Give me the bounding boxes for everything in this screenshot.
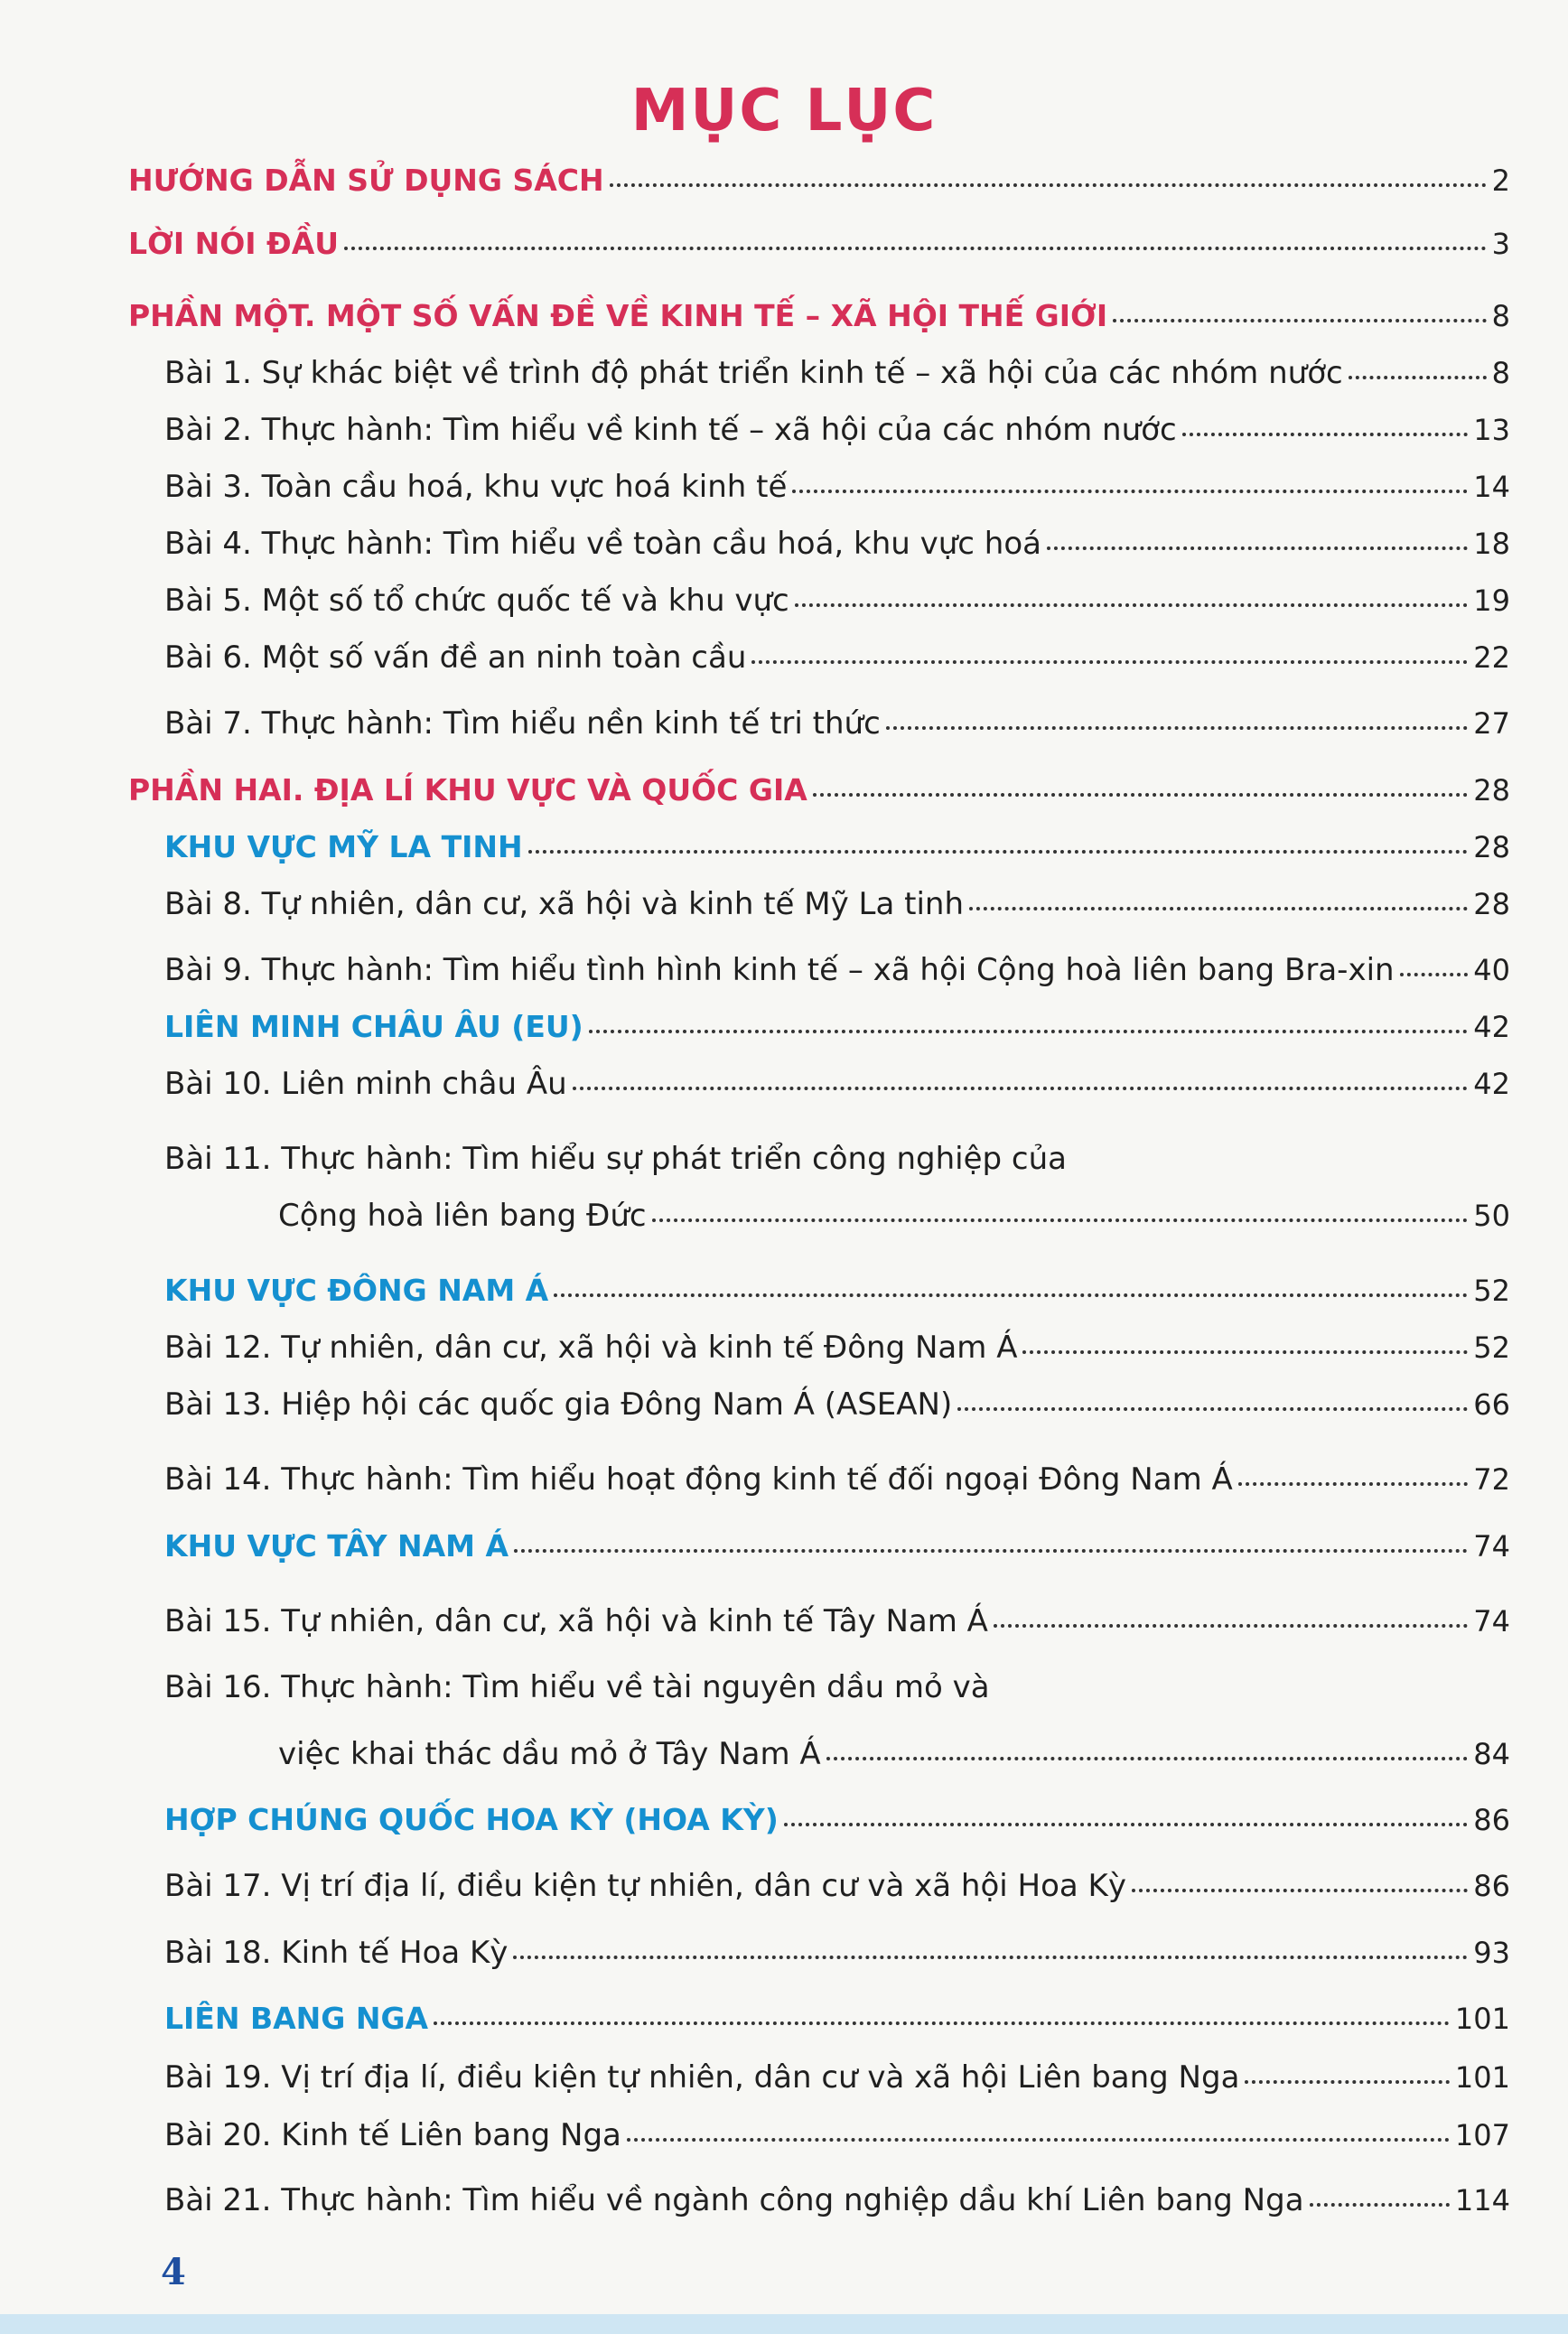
dot-leader bbox=[1047, 546, 1468, 550]
dot-leader bbox=[513, 1956, 1468, 1959]
toc-entry-page: 18 bbox=[1473, 527, 1510, 561]
toc-entry-label: KHU VỰC TÂY NAM Á bbox=[164, 1528, 509, 1564]
toc-entry-page: 8 bbox=[1491, 299, 1510, 333]
dot-leader bbox=[826, 1757, 1469, 1760]
page-number: 4 bbox=[161, 2251, 186, 2293]
toc-entry-label: Cộng hoà liên bang Đức bbox=[278, 1198, 647, 1234]
toc-entry-page: 74 bbox=[1473, 1604, 1510, 1638]
toc-entry bbox=[164, 697, 1510, 750]
toc-entry-label: KHU VỰC MỸ LA TINH bbox=[164, 829, 523, 864]
toc-entry-page: 8 bbox=[1491, 356, 1510, 390]
toc-entry-label: Bài 11. Thực hành: Tìm hiểu sự phát triển công nghiệp của bbox=[164, 1141, 1067, 1177]
toc-entry bbox=[128, 218, 1510, 270]
toc-entry-page: 2 bbox=[1491, 163, 1510, 198]
toc-entry bbox=[164, 574, 1510, 627]
toc-entry-label: việc khai thác dầu mỏ ở Tây Nam Á bbox=[278, 1736, 821, 1772]
toc-entry-page: 28 bbox=[1473, 830, 1510, 864]
toc-entry bbox=[164, 404, 1510, 456]
toc-entry bbox=[164, 1860, 1510, 1912]
toc-entry bbox=[164, 944, 1510, 996]
toc-entry-page: 52 bbox=[1473, 1274, 1510, 1308]
toc-entry bbox=[164, 518, 1510, 570]
toc-entry bbox=[278, 1190, 1510, 1242]
dot-leader bbox=[784, 1823, 1469, 1826]
toc-entry-label: Bài 10. Liên minh châu Âu bbox=[164, 1066, 567, 1102]
toc-entry-page: 101 bbox=[1454, 2002, 1510, 2036]
toc-entry-label: Bài 17. Vị trí địa lí, điều kiện tự nhiên, dân cư và xã hội Hoa Kỳ bbox=[164, 1868, 1126, 1904]
toc-entry-page: 86 bbox=[1473, 1803, 1510, 1837]
dot-leader bbox=[1182, 433, 1469, 436]
toc-entry-page: 19 bbox=[1473, 584, 1510, 618]
toc-entry bbox=[164, 1927, 1510, 1979]
dot-leader bbox=[514, 1549, 1468, 1553]
dot-leader bbox=[344, 247, 1487, 250]
dot-leader bbox=[886, 726, 1468, 730]
toc-entry bbox=[164, 1520, 1510, 1573]
toc-entry-page: 86 bbox=[1473, 1869, 1510, 1903]
toc-entry bbox=[128, 764, 1510, 817]
dot-leader bbox=[627, 2138, 1450, 2142]
toc-entry-label: KHU VỰC ĐÔNG NAM Á bbox=[164, 1273, 549, 1308]
toc-entry-page: 40 bbox=[1473, 953, 1510, 987]
toc-entry bbox=[164, 2051, 1510, 2104]
bottom-band bbox=[0, 2314, 1568, 2334]
toc-entry bbox=[164, 1321, 1510, 1374]
toc-entry-label: Bài 3. Toàn cầu hoá, khu vực hoá kinh tế bbox=[164, 469, 788, 505]
toc-entry-page: 13 bbox=[1473, 413, 1510, 447]
toc-entry-label: Bài 12. Tự nhiên, dân cư, xã hội và kinh tế Đông Nam Á bbox=[164, 1330, 1018, 1366]
toc-entry-label: HƯỚNG DẪN SỬ DỤNG SÁCH bbox=[128, 163, 604, 198]
toc-entry bbox=[164, 1265, 1510, 1317]
toc-entry-label: LIÊN MINH CHÂU ÂU (EU) bbox=[164, 1009, 583, 1044]
toc-entry bbox=[164, 878, 1510, 930]
toc-entry-page: 84 bbox=[1473, 1737, 1510, 1771]
dot-leader bbox=[1349, 376, 1487, 379]
toc-entry bbox=[278, 1728, 1510, 1780]
toc-entry-label: Bài 5. Một số tổ chức quốc tế và khu vực bbox=[164, 583, 789, 619]
dot-leader bbox=[1113, 319, 1486, 322]
toc-entry-label: Bài 9. Thực hành: Tìm hiểu tình hình kinh tế – xã hội Cộng hoà liên bang Bra-xin bbox=[164, 952, 1395, 988]
toc-entry-page: 93 bbox=[1473, 1936, 1510, 1970]
toc-entry-page: 114 bbox=[1454, 2183, 1510, 2217]
dot-leader bbox=[1132, 1889, 1468, 1892]
toc-entry-label: Bài 16. Thực hành: Tìm hiểu về tài nguyên dầu mỏ và bbox=[164, 1669, 990, 1705]
dot-leader bbox=[610, 183, 1487, 187]
dot-leader bbox=[994, 1624, 1468, 1628]
dot-leader bbox=[554, 1293, 1468, 1297]
toc-entry-label: Bài 21. Thực hành: Tìm hiểu về ngành công nghiệp dầu khí Liên bang Nga bbox=[164, 2182, 1304, 2218]
toc-entry-label: Bài 13. Hiệp hội các quốc gia Đông Nam Á (ASEAN) bbox=[164, 1386, 953, 1423]
toc-entry-page: 101 bbox=[1454, 2060, 1510, 2095]
toc-entry-page: 22 bbox=[1473, 640, 1510, 675]
toc-entry-label: Bài 15. Tự nhiên, dân cư, xã hội và kinh tế Tây Nam Á bbox=[164, 1603, 988, 1639]
toc-entry bbox=[164, 631, 1510, 684]
dot-leader bbox=[528, 850, 1469, 854]
toc-entry-page: 107 bbox=[1454, 2118, 1510, 2152]
toc-entry-page: 52 bbox=[1473, 1330, 1510, 1365]
toc-entry bbox=[164, 1595, 1510, 1648]
toc-entry-label: LỜI NÓI ĐẦU bbox=[128, 226, 340, 261]
toc-entry-page: 50 bbox=[1473, 1199, 1510, 1233]
toc-entry-page: 42 bbox=[1473, 1067, 1510, 1101]
toc-entry-label: Bài 4. Thực hành: Tìm hiểu về toàn cầu hoá, khu vực hoá bbox=[164, 526, 1041, 562]
toc-entry-label: Bài 8. Tự nhiên, dân cư, xã hội và kinh tế Mỹ La tinh bbox=[164, 886, 964, 922]
toc-entry-label: Bài 18. Kinh tế Hoa Kỳ bbox=[164, 1935, 509, 1971]
toc-entry-label: PHẦN MỘT. MỘT SỐ VẤN ĐỀ VỀ KINH TẾ – XÃ HỘI THẾ GIỚI bbox=[128, 298, 1108, 333]
toc-entry-label: Bài 2. Thực hành: Tìm hiểu về kinh tế – xã hội của các nhóm nước bbox=[164, 412, 1177, 448]
page-title: MỤC LỤC bbox=[630, 78, 938, 145]
toc-entry-label: Bài 20. Kinh tế Liên bang Nga bbox=[164, 2117, 621, 2153]
toc-entry-page: 27 bbox=[1473, 706, 1510, 741]
dot-leader bbox=[434, 2021, 1450, 2025]
dot-leader bbox=[589, 1030, 1469, 1033]
toc-entry-label: Bài 14. Thực hành: Tìm hiểu hoạt động kinh tế đối ngoại Đông Nam Á bbox=[164, 1461, 1233, 1498]
toc-entry-label: Bài 6. Một số vấn đề an ninh toàn cầu bbox=[164, 640, 747, 676]
dot-leader bbox=[1310, 2203, 1450, 2207]
dot-leader bbox=[1400, 973, 1469, 976]
toc-entry-page: 14 bbox=[1473, 470, 1510, 504]
toc-entry-page: 28 bbox=[1473, 773, 1510, 808]
dot-leader bbox=[652, 1218, 1469, 1222]
toc-entry bbox=[164, 821, 1510, 873]
dot-leader bbox=[813, 793, 1468, 797]
toc-entry-page: 42 bbox=[1473, 1010, 1510, 1044]
toc-entry bbox=[128, 290, 1510, 342]
dot-leader bbox=[969, 907, 1468, 910]
dot-leader bbox=[1022, 1350, 1468, 1354]
toc-entry bbox=[164, 1378, 1510, 1431]
toc-entry-page: 3 bbox=[1491, 227, 1510, 261]
toc-entry bbox=[164, 2174, 1510, 2227]
toc-entry bbox=[128, 154, 1510, 207]
dot-leader bbox=[795, 603, 1469, 607]
toc-entry bbox=[164, 461, 1510, 513]
toc-entry bbox=[164, 1001, 1510, 1053]
toc-entry bbox=[164, 1794, 1510, 1846]
toc-entry-label: Bài 1. Sự khác biệt về trình độ phát triển kinh tế – xã hội của các nhóm nước bbox=[164, 355, 1343, 391]
dot-leader bbox=[751, 660, 1468, 664]
toc-entry bbox=[164, 1661, 990, 1713]
toc-entry bbox=[164, 347, 1510, 399]
toc-entry-label: PHẦN HAI. ĐỊA LÍ KHU VỰC VÀ QUỐC GIA bbox=[128, 772, 807, 808]
toc-entry-page: 74 bbox=[1473, 1529, 1510, 1564]
dot-leader bbox=[1245, 2080, 1450, 2084]
dot-leader bbox=[1238, 1482, 1469, 1486]
toc-entry bbox=[164, 1993, 1510, 2045]
toc-entry bbox=[164, 1453, 1510, 1506]
dot-leader bbox=[957, 1407, 1468, 1411]
toc-entry-page: 72 bbox=[1473, 1462, 1510, 1497]
toc-entry-page: 28 bbox=[1473, 887, 1510, 921]
toc-entry-label: LIÊN BANG NGA bbox=[164, 2001, 429, 2036]
toc-entry bbox=[164, 2109, 1510, 2161]
toc-entry-label: Bài 19. Vị trí địa lí, điều kiện tự nhiên, dân cư và xã hội Liên bang Nga bbox=[164, 2059, 1240, 2096]
toc-entry bbox=[164, 1058, 1510, 1110]
toc-entry-page: 66 bbox=[1473, 1387, 1510, 1422]
dot-leader bbox=[573, 1087, 1469, 1090]
toc-entry bbox=[164, 1133, 1067, 1185]
dot-leader bbox=[792, 490, 1468, 493]
toc-entry-label: Bài 7. Thực hành: Tìm hiểu nền kinh tế tri thức bbox=[164, 705, 881, 742]
toc-entry-label: HỢP CHÚNG QUỐC HOA KỲ (HOA KỲ) bbox=[164, 1802, 779, 1837]
